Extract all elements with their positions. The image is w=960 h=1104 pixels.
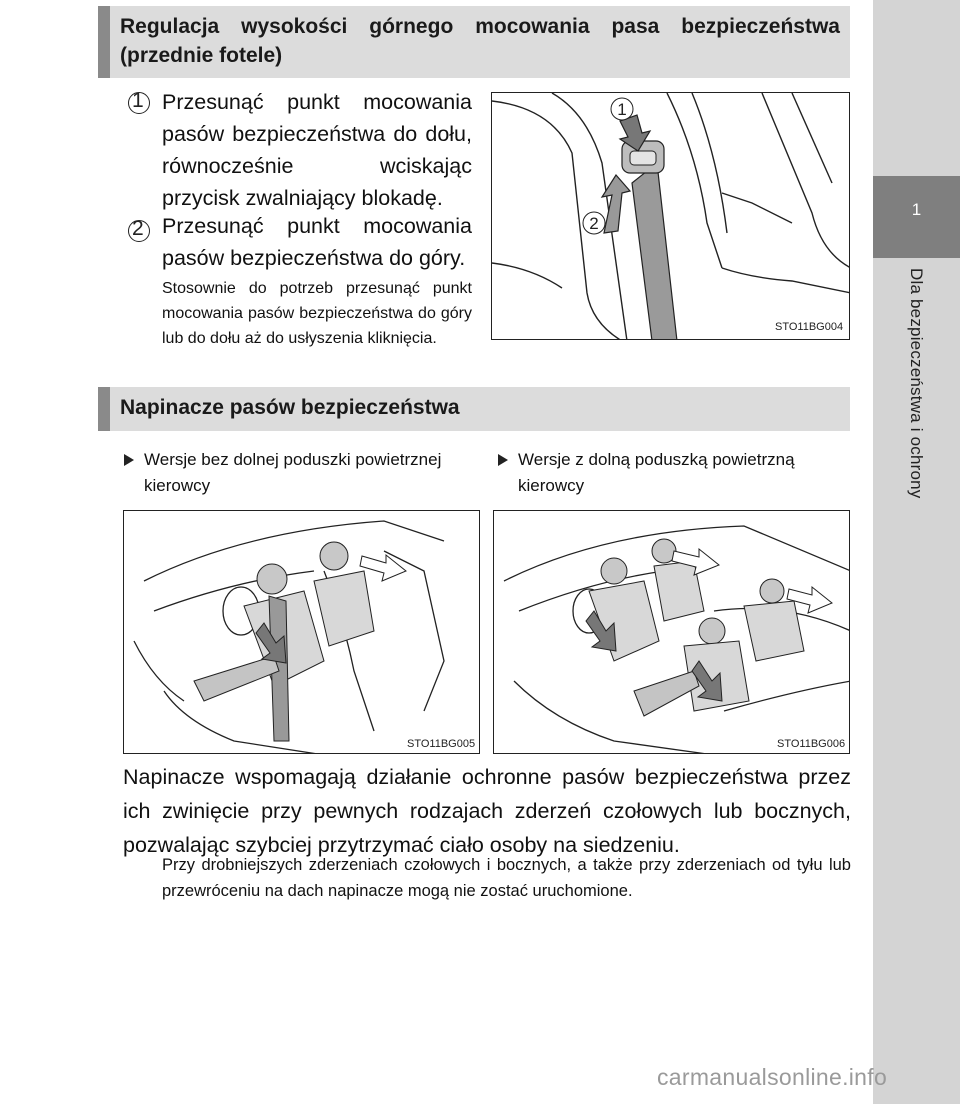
figure-pretensioner-right: [493, 510, 850, 754]
version-label-right: [518, 447, 851, 499]
figure-code-right: STO11BG006: [777, 738, 846, 750]
step-number-2: 2: [132, 217, 144, 240]
pretensioner-note: Przy drobniejszych zderzeniach czołowych i bocznych, a także przy zderzeniach od tyłu lub przewróceniu na dach napinacze mogą nie zostać uruchomione.: [162, 856, 851, 900]
version-label-left: [144, 447, 474, 499]
pretensioner-paragraph: Napinacze wspomagają działanie ochronne pasów bezpieczeństwa przez ich zwinięcie przy pewnych rodzajach zderzeń czołowych lub bocznych, pozwalając szybciej przytrzymać ciało osoby na siedzeniu.: [123, 765, 851, 857]
belt-anchor-illustration: [492, 93, 850, 340]
version-left-text: Wersje bez dolnej poduszki powietrznej kierowcy: [144, 450, 442, 495]
figure-callout-2: 2: [589, 214, 599, 233]
chapter-title: Dla bezpieczeństwa i ochrony: [907, 268, 926, 499]
chapter-side-strip: [873, 0, 960, 1104]
step-text-2: Przesunąć punkt mocowania pasów bezpieczeństwa do góry.: [162, 214, 472, 270]
bullet-triangle-icon: [124, 454, 134, 466]
figure-callout-1: 1: [617, 100, 627, 119]
watermark-url: carmanualsonline.info: [657, 1064, 888, 1090]
step-text-1: Przesunąć punkt mocowania pasów bezpieczeństwa do dołu, równocześnie wciskając przycisk zwalniający blokadę.: [162, 90, 472, 210]
figure-code-left: STO11BG005: [407, 738, 476, 750]
figure-pretensioner-left: [123, 510, 480, 754]
step-note: Stosownie do potrzeb przesunąć punkt mocowania pasów bezpieczeństwa do góry lub do dołu aż do usłyszenia kliknięcia.: [162, 280, 472, 347]
step-number-1: 1: [132, 89, 144, 112]
section-heading-belt-anchor: Regulacja wysokości górnego mocowania pasa bezpieczeństwa (przednie fotele): [98, 6, 850, 78]
chapter-number: 1: [911, 200, 922, 219]
car-interior-illustration-right: [494, 511, 850, 754]
bullet-triangle-icon: [498, 454, 508, 466]
version-right-text: Wersje z dolną poduszką powietrzną kierowcy: [518, 450, 795, 495]
figure-code-1: STO11BG004: [775, 321, 844, 333]
car-interior-illustration-left: [124, 511, 480, 754]
figure-belt-anchor: [491, 92, 850, 340]
section-heading-pretensioners: Napinacze pasów bezpieczeństwa: [98, 387, 850, 431]
